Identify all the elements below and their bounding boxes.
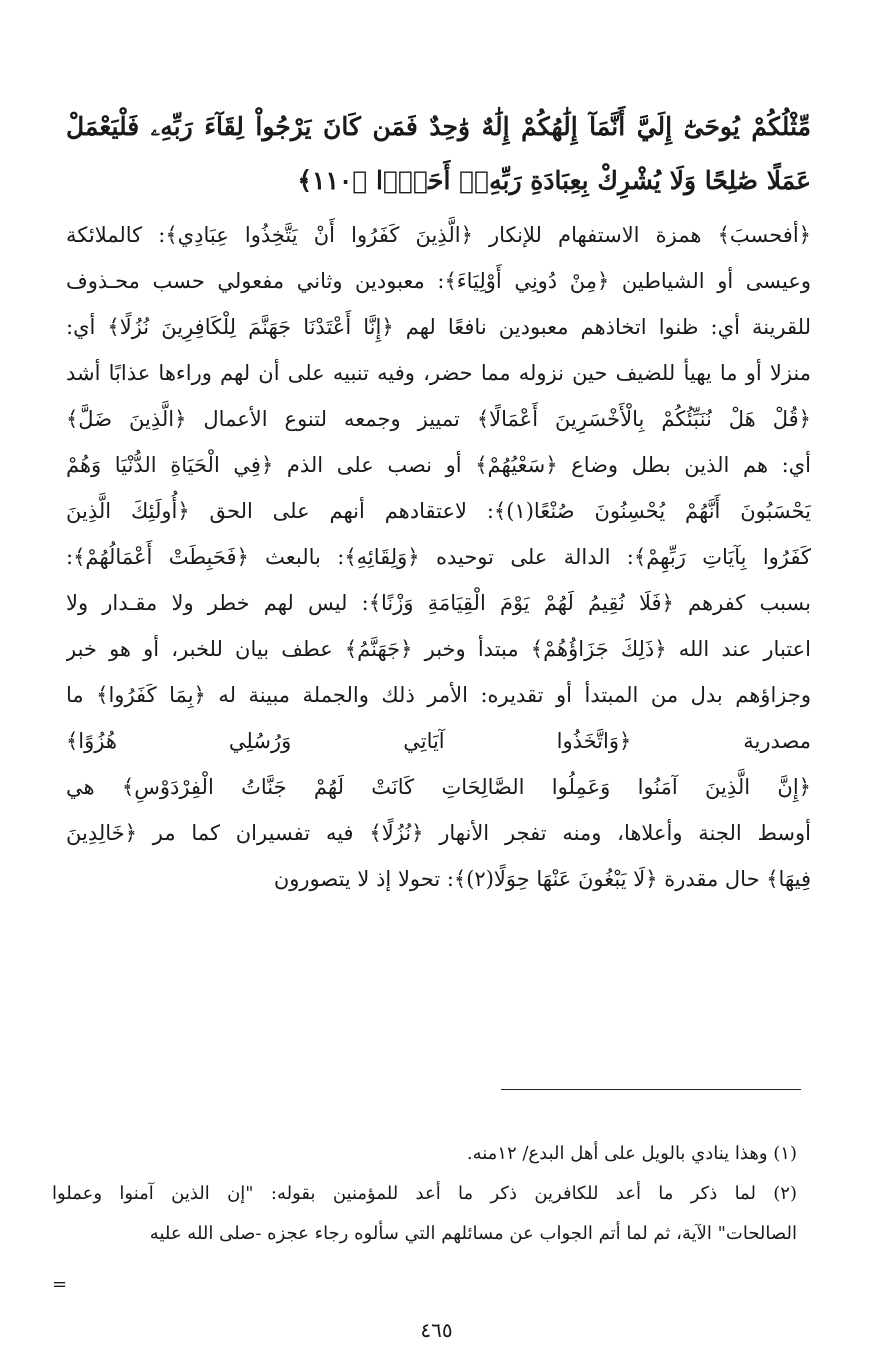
commentary-line: أوسط الجنة وأعلاها، ومنه تفجر الأنهار ﴿نُزُلًا﴾ فيه تفسيران كما مر ﴿خَالِدِينَ: [66, 821, 811, 845]
commentary-line: مصدرية ﴿وَاتَّخَذُوا آيَاتِي وَرُسُلِي هُزُوًا﴾: [66, 729, 811, 753]
commentary-block: [66, 212, 811, 902]
commentary-line: كَفَرُوا بِآيَاتِ رَبِّهِمْ﴾: الدالة على توحيده ﴿وَلِقَائِهِ﴾: بالبعث ﴿فَحَبِطَتْ أَعْمَالُهُمْ﴾:: [66, 545, 811, 569]
verse-line: مِّثْلُكُمْ يُوحَىٰٓ إِلَيَّ أَنَّمَآ إِلَٰهُكُمْ إِلَٰهٌ وَٰحِدٌ فَمَن كَانَ يَرْجُواْ لِقَآءَ رَبِّهِۦ فَلْيَعْمَلْ: [66, 112, 811, 141]
commentary-line: بسبب كفرهم ﴿فَلَا نُقِيمُ لَهُمْ يَوْمَ الْقِيَامَةِ وَزْنًا﴾: ليس لهم خطر ولا مقـدار ولا: [66, 591, 811, 615]
commentary-line: وعيسى أو الشياطين ﴿مِنْ دُونِي أَوْلِيَاءَ﴾: معبودين وثاني مفعولي حسب محـذوف: [66, 269, 811, 293]
commentary-line: ﴿إِنَّ الَّذِينَ آمَنُوا وَعَمِلُوا الصَّالِحَاتِ كَانَتْ لَهُمْ جَنَّاتُ الْفِرْدَوْسِ﴾ هي: [66, 775, 811, 799]
footnote: (٢) لما ذكر ما أعد للكافرين ذكر ما أعد للمؤمنين بقوله: "إن الذين آمنوا وعملوا: [52, 1183, 797, 1204]
page-number: ٤٦٥: [420, 1318, 453, 1342]
footnote: (١) وهذا ينادي بالويل على أهل البدع/ ١٢منه.: [466, 1143, 797, 1164]
commentary-line: للقرينة أي: ظنوا اتخاذهم معبودين نافعًا لهم ﴿إِنَّا أَعْتَدْنَا جَهَنَّمَ لِلْكَافِرِينَ نُزُلًا﴾ أي:: [66, 315, 811, 339]
commentary-line: منزلا أو ما يهيأ للضيف حين نزوله مما حضر، وفيه تنبيه على أن لهم وراءها عذابًا أشد: [66, 361, 811, 385]
continuation-mark: =: [52, 1274, 68, 1295]
verse-block: [66, 100, 811, 208]
commentary-line: أي: هم الذين بطل وضاع ﴿سَعْيُهُمْ﴾ أو نصب على الذم ﴿فِي الْحَيَاةِ الدُّنْيَا وَهُمْ: [66, 453, 811, 477]
commentary-line: فِيهَا﴾ حال مقدرة ﴿لَا يَبْغُونَ عَنْهَا حِوَلًا(٢)﴾: تحولا إذ لا يتصورون: [273, 867, 811, 891]
commentary-line: ﴿أفحسبَ﴾ همزة الاستفهام للإنكار ﴿الَّذِينَ كَفَرُوا أَنْ يَتَّخِذُوا عِبَادِي﴾: كالملائكة: [66, 223, 811, 247]
verse-line: عَمَلًا صَٰلِحًا وَلَا يُشْرِكْ بِعِبَادَةِ رَبِّهِۦٓ أَحَدًۢا ﴿١١٠﴾: [297, 166, 811, 195]
commentary-line: ﴿قُلْ هَلْ نُنَبِّئُكُمْ بِالْأَخْسَرِينَ أَعْمَالًا﴾ تمييز وجمعه لتنوع الأعمال ﴿الَّذِينَ ضَلَّ﴾: [66, 407, 811, 431]
commentary-line: اعتبار عند الله ﴿ذَلِكَ جَزَاؤُهُمْ﴾ مبتدأ وخبر ﴿جَهَنَّمُ﴾ عطف بيان للخبر، أو هو خبر: [66, 637, 811, 661]
footnote-divider: [501, 1089, 801, 1090]
commentary-line: يَحْسَبُونَ أَنَّهُمْ يُحْسِنُونَ صُنْعًا(١)﴾: لاعتقادهم أنهم على الحق ﴿أُولَئِكَ الَّذِينَ: [66, 499, 811, 523]
footnote: الصالحات" الآية، ثم لما أتم الجواب عن مسائلهم التي سألوه رجاء عجزه -صلى الله عليه: [149, 1223, 797, 1244]
footnotes: [52, 1134, 797, 1254]
commentary-line: وجزاؤهم بدل من المبتدأ أو تقديره: الأمر ذلك والجملة مبينة له ﴿بِمَا كَفَرُوا﴾ ما: [66, 683, 811, 707]
